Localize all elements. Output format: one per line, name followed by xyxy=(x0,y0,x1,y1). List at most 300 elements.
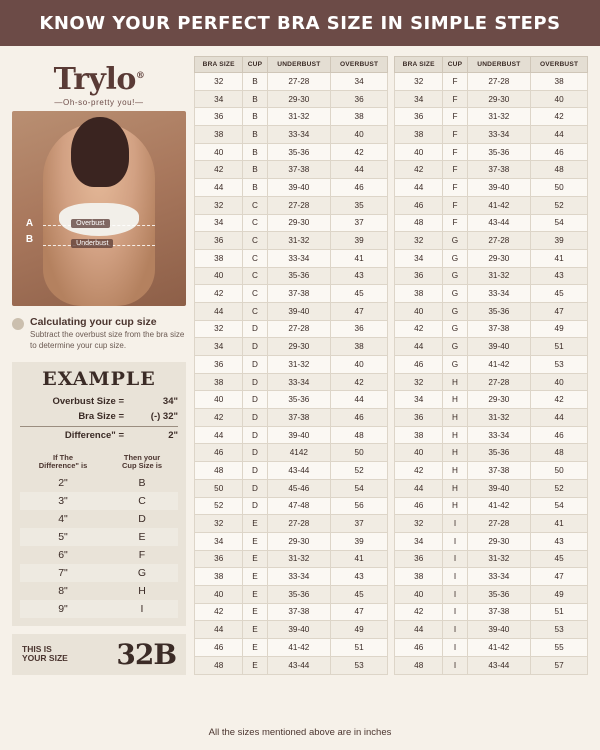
cell-underbust: 41-42 xyxy=(267,639,331,657)
cell-overbust: 56 xyxy=(331,497,388,515)
example-row xyxy=(20,409,178,424)
cell-overbust: 43 xyxy=(531,532,588,550)
cell-difference: 7" xyxy=(20,564,106,582)
cell-cup: H xyxy=(443,426,467,444)
cell-underbust: 31-32 xyxy=(467,108,531,126)
cell-bra-size: 38 xyxy=(395,126,443,144)
cell-underbust: 29-30 xyxy=(267,338,331,356)
cell-underbust: 35-36 xyxy=(467,444,531,462)
cell-cup-size: B xyxy=(138,476,146,489)
difference-cup-table-body xyxy=(20,474,178,618)
cell-underbust: 41-42 xyxy=(467,639,531,657)
cell-underbust: 27-28 xyxy=(467,373,531,391)
cell-bra-size: 38 xyxy=(195,126,243,144)
cell-overbust: 40 xyxy=(531,90,588,108)
table-row xyxy=(195,320,388,338)
table-row xyxy=(395,373,588,391)
col-header-bra-size: BRA SIZE xyxy=(195,57,243,73)
table-row xyxy=(395,108,588,126)
cell-overbust: 34 xyxy=(331,73,388,91)
cell-cup: E xyxy=(243,532,267,550)
cell-overbust: 37 xyxy=(331,214,388,232)
cell-overbust: 46 xyxy=(531,426,588,444)
cell-bra-size: 44 xyxy=(395,621,443,639)
cell-underbust: 35-36 xyxy=(467,585,531,603)
cell-overbust: 42 xyxy=(531,391,588,409)
table-row xyxy=(195,90,388,108)
cell-cup: G xyxy=(443,249,467,267)
cell-overbust: 55 xyxy=(531,639,588,657)
page-header xyxy=(0,0,600,46)
cell-underbust: 37-38 xyxy=(267,161,331,179)
cell-underbust: 39-40 xyxy=(467,338,531,356)
cell-cup: B xyxy=(243,161,267,179)
cell-underbust: 45-46 xyxy=(267,479,331,497)
cell-cup: B xyxy=(243,143,267,161)
size-table-left-body xyxy=(195,73,388,675)
cell-overbust: 44 xyxy=(331,161,388,179)
cup-size-note xyxy=(12,316,186,352)
cell-cup: D xyxy=(243,462,267,480)
cell-bra-size: 32 xyxy=(195,196,243,214)
cell-cup: H xyxy=(443,391,467,409)
cell-underbust: 4142 xyxy=(267,444,331,462)
cell-cup: C xyxy=(243,267,267,285)
cell-cup-size: G xyxy=(106,564,178,582)
cell-overbust: 47 xyxy=(531,302,588,320)
table-row xyxy=(20,492,178,510)
cell-bra-size: 32 xyxy=(395,373,443,391)
col-header-overbust: OVERBUST xyxy=(331,57,388,73)
cell-bra-size: 46 xyxy=(395,497,443,515)
table-row xyxy=(195,338,388,356)
cell-cup: G xyxy=(443,302,467,320)
cell-bra-size: 48 xyxy=(395,214,443,232)
col-header-underbust: UNDERBUST xyxy=(467,57,531,73)
cell-cup: H xyxy=(443,373,467,391)
table-row xyxy=(195,479,388,497)
table-row xyxy=(195,497,388,515)
table-row xyxy=(195,621,388,639)
table-row xyxy=(395,249,588,267)
cell-overbust: 43 xyxy=(531,267,588,285)
cell-overbust: 51 xyxy=(331,639,388,657)
cell-cup: G xyxy=(443,267,467,285)
example-panel xyxy=(12,362,186,626)
table-header-row xyxy=(395,57,588,73)
cell-bra-size: 36 xyxy=(195,108,243,126)
cell-cup: E xyxy=(243,621,267,639)
cell-bra-size: 50 xyxy=(195,479,243,497)
table-row xyxy=(395,161,588,179)
cell-cup: D xyxy=(243,320,267,338)
size-table-right-body xyxy=(395,73,588,675)
cell-cup: I xyxy=(443,568,467,586)
cell-underbust: 33-34 xyxy=(467,285,531,303)
cell-cup: D xyxy=(243,391,267,409)
cell-cup: C xyxy=(243,249,267,267)
cell-bra-size: 42 xyxy=(395,462,443,480)
your-size-label-line1: THIS IS xyxy=(22,643,52,654)
cell-cup: E xyxy=(243,585,267,603)
cell-bra-size: 42 xyxy=(395,161,443,179)
cell-overbust: 53 xyxy=(531,621,588,639)
cell-overbust: 45 xyxy=(331,585,388,603)
table-row xyxy=(395,585,588,603)
table-row xyxy=(195,550,388,568)
cell-bra-size: 44 xyxy=(395,179,443,197)
cell-cup: I xyxy=(443,639,467,657)
cell-cup: B xyxy=(243,90,267,108)
cell-cup: H xyxy=(443,444,467,462)
cell-cup-size: E xyxy=(106,528,178,546)
diff-col-header-line1: If The xyxy=(53,452,73,462)
table-row xyxy=(395,603,588,621)
cell-cup: E xyxy=(243,639,267,657)
example-row-value: 34" xyxy=(162,395,178,407)
table-row xyxy=(195,232,388,250)
table-row xyxy=(395,656,588,674)
cell-bra-size: 44 xyxy=(395,338,443,356)
table-row xyxy=(395,568,588,586)
cell-overbust: 54 xyxy=(531,497,588,515)
cell-underbust: 37-38 xyxy=(267,285,331,303)
cell-cup: C xyxy=(243,285,267,303)
cell-underbust: 39-40 xyxy=(467,621,531,639)
table-row xyxy=(395,621,588,639)
cell-overbust: 53 xyxy=(531,356,588,374)
cell-underbust: 41-42 xyxy=(467,196,531,214)
brand-logo xyxy=(54,62,145,97)
table-row xyxy=(395,320,588,338)
table-row xyxy=(195,639,388,657)
cell-cup: E xyxy=(243,603,267,621)
cell-bra-size: 44 xyxy=(195,426,243,444)
cell-bra-size: 42 xyxy=(395,603,443,621)
table-row xyxy=(20,474,178,492)
cell-cup: E xyxy=(243,515,267,533)
cell-cup: I xyxy=(443,621,467,639)
example-row xyxy=(20,426,178,443)
table-row xyxy=(395,267,588,285)
cell-overbust: 46 xyxy=(531,143,588,161)
cell-overbust: 41 xyxy=(531,249,588,267)
cell-bra-size: 32 xyxy=(395,515,443,533)
cell-underbust: 37-38 xyxy=(267,603,331,621)
cell-underbust: 39-40 xyxy=(267,179,331,197)
table-row xyxy=(395,497,588,515)
cell-bra-size: 34 xyxy=(395,90,443,108)
table-row xyxy=(395,515,588,533)
cell-underbust: 27-28 xyxy=(467,515,531,533)
example-row-value: (-) 32" xyxy=(150,410,178,422)
cell-bra-size: 34 xyxy=(195,214,243,232)
cell-overbust: 43 xyxy=(331,568,388,586)
table-row xyxy=(195,515,388,533)
cell-underbust: 33-34 xyxy=(267,126,331,144)
cell-cup: F xyxy=(443,143,467,161)
model-photo xyxy=(12,111,186,306)
cell-overbust: 48 xyxy=(531,444,588,462)
page-footer xyxy=(0,714,600,750)
table-row xyxy=(395,302,588,320)
cell-bra-size: 38 xyxy=(195,568,243,586)
cell-bra-size: 36 xyxy=(395,409,443,427)
cell-cup: D xyxy=(243,338,267,356)
cell-bra-size: 40 xyxy=(195,585,243,603)
your-size-value: 32B xyxy=(116,637,176,671)
cell-bra-size: 38 xyxy=(395,285,443,303)
underbust-tag: Underbust xyxy=(71,239,113,248)
difference-cup-table xyxy=(20,451,178,618)
size-table-left xyxy=(194,56,388,675)
cell-underbust: 41-42 xyxy=(467,497,531,515)
cell-overbust: 38 xyxy=(331,338,388,356)
cell-overbust: 46 xyxy=(331,409,388,427)
cell-overbust: 40 xyxy=(531,373,588,391)
cell-cup: H xyxy=(443,479,467,497)
cell-overbust: 51 xyxy=(531,338,588,356)
cell-underbust: 29-30 xyxy=(467,391,531,409)
cell-underbust: 39-40 xyxy=(267,426,331,444)
cell-bra-size: 34 xyxy=(195,532,243,550)
cell-cup: G xyxy=(443,338,467,356)
cell-overbust: 39 xyxy=(331,532,388,550)
cell-overbust: 54 xyxy=(531,214,588,232)
content-area xyxy=(0,46,600,675)
cup-size-note-body xyxy=(30,316,186,352)
cell-underbust: 31-32 xyxy=(467,409,531,427)
cell-overbust: 50 xyxy=(531,179,588,197)
brand-block xyxy=(12,56,186,111)
table-row xyxy=(395,90,588,108)
measure-label-a: A xyxy=(25,218,34,230)
table-row xyxy=(395,232,588,250)
cell-cup: G xyxy=(443,232,467,250)
cell-overbust: 48 xyxy=(331,426,388,444)
cell-underbust: 27-28 xyxy=(467,232,531,250)
cell-overbust: 51 xyxy=(531,603,588,621)
cell-bra-size: 46 xyxy=(395,356,443,374)
cell-underbust: 37-38 xyxy=(467,603,531,621)
diff-col-header-line2: Difference" is xyxy=(38,461,88,471)
cell-cup: D xyxy=(243,426,267,444)
cell-bra-size: 46 xyxy=(195,444,243,462)
cell-overbust: 57 xyxy=(531,656,588,674)
cell-overbust: 40 xyxy=(331,356,388,374)
table-row xyxy=(20,546,178,564)
cell-underbust: 29-30 xyxy=(267,214,331,232)
table-row xyxy=(195,214,388,232)
cell-difference: 6" xyxy=(58,548,68,561)
cell-bra-size: 48 xyxy=(195,462,243,480)
cell-difference: 9" xyxy=(20,600,106,618)
cell-underbust: 33-34 xyxy=(467,568,531,586)
table-row xyxy=(395,391,588,409)
cell-overbust: 40 xyxy=(331,126,388,144)
cell-underbust: 43-44 xyxy=(467,656,531,674)
col-header-cup: CUP xyxy=(243,57,267,73)
cell-underbust: 47-48 xyxy=(267,497,331,515)
cup-col-header-line2: Cup Size is xyxy=(121,461,162,471)
cell-cup: D xyxy=(243,497,267,515)
cell-overbust: 42 xyxy=(331,373,388,391)
cell-cup: I xyxy=(443,550,467,568)
cell-cup: F xyxy=(443,90,467,108)
cell-cup: F xyxy=(443,126,467,144)
table-row xyxy=(195,585,388,603)
cell-underbust: 27-28 xyxy=(267,73,331,91)
cell-cup: F xyxy=(443,214,467,232)
cell-cup: I xyxy=(443,603,467,621)
cell-underbust: 43-44 xyxy=(467,214,531,232)
cell-overbust: 35 xyxy=(331,196,388,214)
cell-bra-size: 36 xyxy=(395,550,443,568)
cell-underbust: 43-44 xyxy=(267,462,331,480)
cell-bra-size: 42 xyxy=(195,161,243,179)
your-size-label xyxy=(22,645,116,665)
cell-underbust: 33-34 xyxy=(267,568,331,586)
bullet-icon xyxy=(12,318,24,330)
cell-underbust: 39-40 xyxy=(467,479,531,497)
cell-difference: 4" xyxy=(58,512,68,525)
cell-cup: F xyxy=(443,73,467,91)
right-column xyxy=(194,56,588,675)
cell-overbust: 46 xyxy=(331,179,388,197)
table-row xyxy=(195,568,388,586)
cell-bra-size: 34 xyxy=(395,532,443,550)
cup-size-note-title: Calculating your cup size xyxy=(30,316,157,328)
cell-underbust: 31-32 xyxy=(267,356,331,374)
cell-cup: D xyxy=(243,409,267,427)
cell-cup: G xyxy=(443,285,467,303)
cell-bra-size: 46 xyxy=(195,639,243,657)
cell-overbust: 44 xyxy=(531,126,588,144)
table-row xyxy=(195,267,388,285)
your-size-panel xyxy=(12,634,186,675)
cell-bra-size: 32 xyxy=(395,73,443,91)
col-header-bra-size: BRA SIZE xyxy=(395,57,443,73)
cell-underbust: 39-40 xyxy=(267,621,331,639)
table-row xyxy=(195,161,388,179)
cell-bra-size: 38 xyxy=(395,426,443,444)
cell-bra-size: 38 xyxy=(195,373,243,391)
cell-overbust: 44 xyxy=(531,409,588,427)
cell-underbust: 43-44 xyxy=(267,656,331,674)
cell-underbust: 33-34 xyxy=(267,373,331,391)
cell-cup: I xyxy=(443,515,467,533)
cell-cup: I xyxy=(443,532,467,550)
cell-overbust: 45 xyxy=(531,550,588,568)
table-row xyxy=(395,214,588,232)
cell-overbust: 48 xyxy=(531,161,588,179)
table-row xyxy=(20,600,178,618)
cell-underbust: 35-36 xyxy=(267,391,331,409)
example-row-value: 2" xyxy=(168,429,178,441)
cell-overbust: 36 xyxy=(331,90,388,108)
table-row xyxy=(195,126,388,144)
table-row xyxy=(20,510,178,528)
cell-cup-size: I xyxy=(106,600,178,618)
col-header-underbust: UNDERBUST xyxy=(267,57,331,73)
table-header-row xyxy=(20,451,178,474)
table-row xyxy=(395,479,588,497)
cell-bra-size: 48 xyxy=(195,656,243,674)
cell-underbust: 31-32 xyxy=(267,108,331,126)
cell-bra-size: 38 xyxy=(195,249,243,267)
cell-cup: C xyxy=(243,214,267,232)
table-row xyxy=(395,196,588,214)
cell-overbust: 47 xyxy=(331,302,388,320)
cell-underbust: 35-36 xyxy=(267,267,331,285)
cell-underbust: 27-28 xyxy=(267,196,331,214)
table-row xyxy=(195,179,388,197)
cell-bra-size: 40 xyxy=(195,143,243,161)
cell-bra-size: 36 xyxy=(195,356,243,374)
cell-bra-size: 42 xyxy=(195,409,243,427)
cell-bra-size: 40 xyxy=(195,391,243,409)
cell-underbust: 29-30 xyxy=(267,532,331,550)
cell-underbust: 29-30 xyxy=(467,532,531,550)
table-row xyxy=(20,582,178,600)
cell-overbust: 41 xyxy=(331,249,388,267)
cell-bra-size: 34 xyxy=(195,338,243,356)
cell-cup: F xyxy=(443,108,467,126)
table-row xyxy=(395,73,588,91)
cell-underbust: 29-30 xyxy=(267,90,331,108)
cell-overbust: 41 xyxy=(531,515,588,533)
cell-cup: H xyxy=(443,409,467,427)
table-row xyxy=(20,528,178,546)
cell-bra-size: 44 xyxy=(395,479,443,497)
cell-cup: F xyxy=(443,179,467,197)
cell-cup: G xyxy=(443,320,467,338)
cell-cup-size: F xyxy=(138,548,146,561)
cell-cup-size: H xyxy=(138,584,146,597)
cell-bra-size: 46 xyxy=(395,196,443,214)
cell-bra-size: 42 xyxy=(195,285,243,303)
cell-underbust: 27-28 xyxy=(267,320,331,338)
cell-overbust: 41 xyxy=(331,550,388,568)
cell-underbust: 33-34 xyxy=(467,426,531,444)
table-row xyxy=(195,108,388,126)
cell-cup: C xyxy=(243,196,267,214)
cell-underbust: 39-40 xyxy=(267,302,331,320)
cell-underbust: 41-42 xyxy=(467,356,531,374)
cell-bra-size: 36 xyxy=(195,550,243,568)
table-row xyxy=(395,338,588,356)
measure-label-b: B xyxy=(25,233,34,245)
col-header-cup: CUP xyxy=(443,57,467,73)
cell-cup: H xyxy=(443,462,467,480)
cell-underbust: 29-30 xyxy=(467,90,531,108)
cell-underbust: 37-38 xyxy=(467,320,531,338)
table-row xyxy=(395,356,588,374)
cell-overbust: 42 xyxy=(531,108,588,126)
cell-bra-size: 46 xyxy=(395,639,443,657)
cell-cup: E xyxy=(243,656,267,674)
cell-overbust: 53 xyxy=(331,656,388,674)
table-row xyxy=(395,143,588,161)
cell-bra-size: 34 xyxy=(195,90,243,108)
cell-difference: 3" xyxy=(20,492,106,510)
cell-bra-size: 40 xyxy=(395,444,443,462)
cell-underbust: 31-32 xyxy=(267,232,331,250)
cell-bra-size: 40 xyxy=(395,585,443,603)
cell-cup-size: C xyxy=(106,492,178,510)
table-row xyxy=(395,444,588,462)
cell-cup: C xyxy=(243,232,267,250)
